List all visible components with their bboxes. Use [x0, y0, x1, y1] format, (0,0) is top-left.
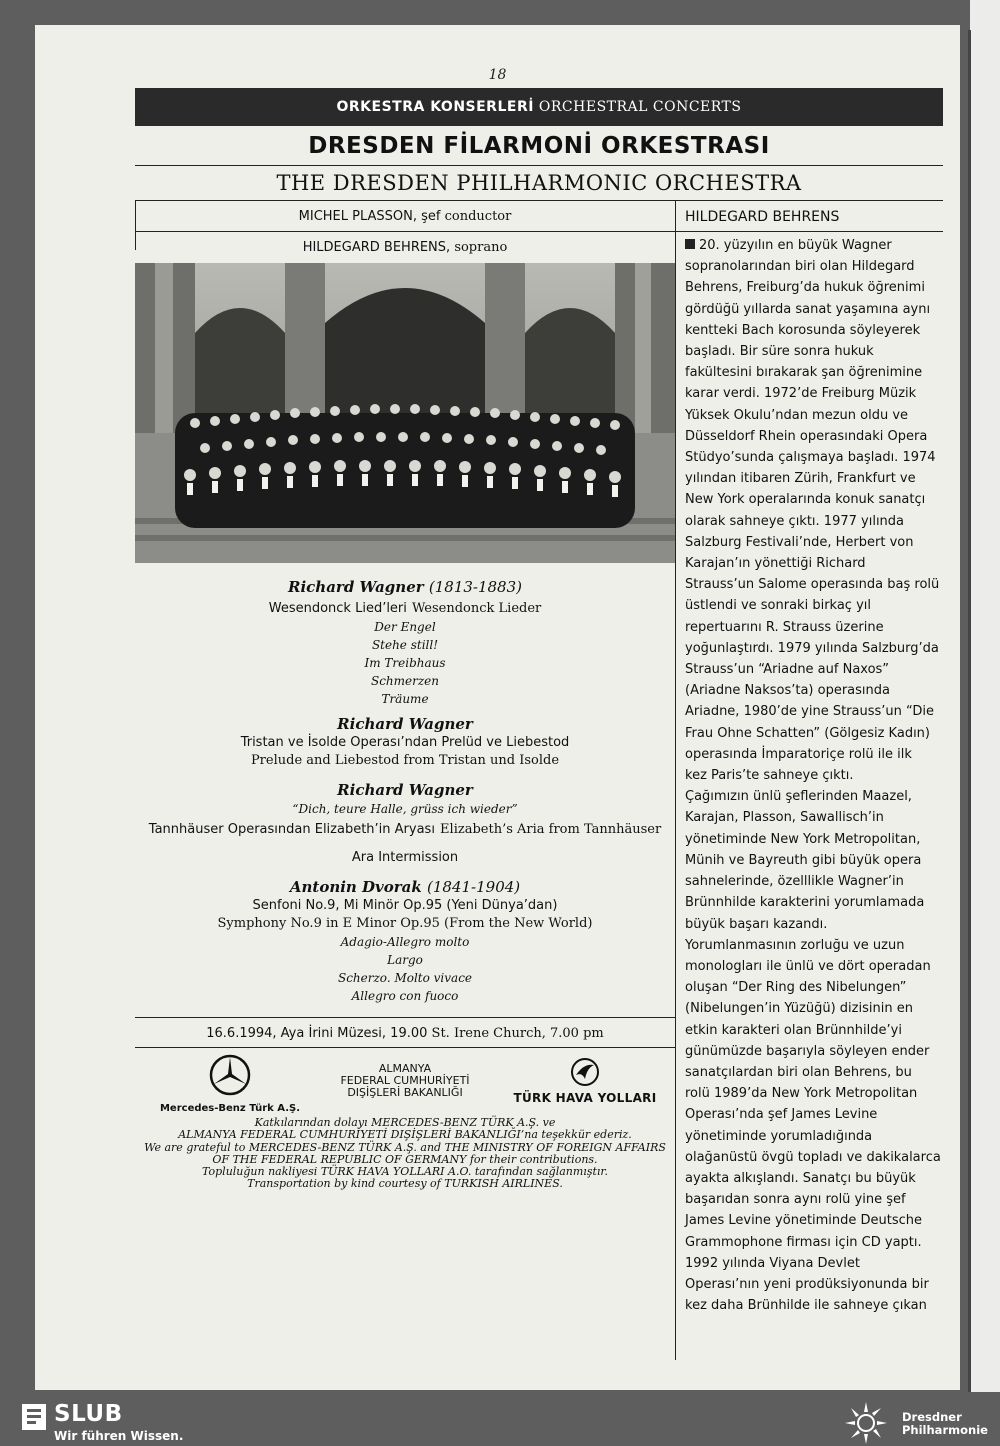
orchestra-title-en: THE DRESDEN PHILHARMONIC ORCHESTRA — [276, 171, 802, 195]
acknowledgement-line: Katkılarından dolayı MERCEDES-BENZ TÜRK A.Ş. ve — [254, 1116, 556, 1129]
bio-line: Operası’nın yeni prodüksiyonunda bir — [685, 1276, 929, 1292]
intermission-en: Intermission — [378, 850, 459, 865]
bio-line: büyük başarı kazandı. — [685, 916, 828, 932]
library-logo-text[interactable]: SLUB — [54, 1401, 123, 1427]
bio-line: kentteki Bach korosunda söyleyerek — [685, 322, 921, 338]
page-gutter — [968, 30, 971, 1392]
composer-4-years: (1841-1904) — [427, 878, 521, 896]
acknowledgements — [135, 1117, 675, 1191]
work-1-title-en: Wesendonck Lieder — [412, 601, 542, 616]
work-3-quote: “Dich, teure Halle, grüss ich wieder” — [292, 802, 518, 816]
conductor-line — [135, 209, 675, 224]
work-2-title-en: Prelude and Liebestod from Tristan und Isolde — [250, 753, 560, 768]
bio-line: 1992 yılında Viyana Devlet — [685, 1255, 860, 1271]
bio-line: repertuarını R. Strauss üzerine — [685, 619, 884, 635]
bio-line: rolü 1989’da New York Metropolitan — [685, 1086, 918, 1102]
airline-sponsor — [505, 1057, 665, 1105]
work-1-title — [135, 597, 675, 618]
acknowledgement-line: Topluluğun nakliyesi TÜRK HAVA YOLLARI A.O. tarafından sağlanmıştır. — [202, 1165, 608, 1179]
bio-line: Grammophone firması için CD yaptı. — [685, 1234, 922, 1250]
performance-info-en: St. Irene Church, 7.00 pm — [431, 1026, 604, 1041]
bio-line: kez daha Brünhilde ile sahneye çıkan — [685, 1298, 927, 1314]
orchestra-photo — [135, 263, 675, 563]
bio-line: Karajan’ın yönettiği Richard — [685, 556, 866, 572]
orchestra-title-tr: DRESDEN FİLARMONİ ORKESTRASI — [308, 133, 770, 159]
work-1-title-tr: Wesendonck Lied’leri — [268, 601, 407, 616]
airline-bird-icon — [570, 1057, 600, 1087]
work-4-movement-1: Adagio-Allegro molto — [340, 935, 470, 949]
bio-line: Karajan, Plasson, Sawallisch’in — [685, 810, 884, 826]
mercedes-label: Mercedes-Benz Türk A.Ş. — [159, 1103, 301, 1114]
column-top-rule — [135, 200, 943, 201]
performance-info-tr: 16.6.1994, Aya İrini Müzesi, 19.00 — [206, 1026, 428, 1041]
intermission — [135, 849, 675, 867]
library-tagline: Wir führen Wissen. — [54, 1429, 184, 1443]
bio-line: 20. yüzyılın en büyük Wagner — [685, 235, 950, 256]
work-1-song-4: Schmerzen — [370, 674, 440, 688]
soloist-name: HILDEGARD BEHRENS, — [302, 240, 451, 255]
bio-text — [685, 235, 950, 1316]
bio-line: olarak sahneye çıktı. 1977 yılında — [685, 513, 905, 529]
bio-line: Brünnhilde karakterini yorumlamada — [685, 895, 925, 911]
bio-line: James Levine yönetiminde Deutsche — [685, 1213, 923, 1229]
concert-program — [135, 573, 675, 1005]
bio-line: gördüğü yıllarda sanat yaşamına aynı — [685, 301, 931, 317]
work-4-movement-4: Allegro con fuoco — [351, 989, 459, 1003]
bio-line: yoğunlaştırdı. 1979 yılında Salzburg’da — [685, 640, 939, 656]
ministry-sponsor — [330, 1063, 480, 1099]
performer-divider — [135, 231, 675, 232]
bio-line: yılından itibaren Zürih, Frankfurt ve — [685, 471, 916, 487]
bio-line: (Nibelungen’in Yüzüğü) dizisinin en — [685, 1001, 913, 1017]
soloist-role: soprano — [454, 240, 508, 255]
bio-line: sahnelerinde, özelllikle Wagner’in — [685, 874, 904, 890]
program-bottom-rule — [135, 1017, 675, 1018]
acknowledgement-line: ALMANYA FEDERAL CUMHURİYETİ DIŞİŞLERİ BAKANLIĞI’na teşekkür ederiz. — [178, 1128, 632, 1142]
bio-title: HILDEGARD BEHRENS — [685, 209, 840, 225]
conductor-name: MICHEL PLASSON, şef — [298, 209, 441, 224]
bio-line: ayakta alkışlandı. Sanatçı bu büyük — [685, 1170, 916, 1186]
bio-line: Düsseldorf Rhein operasındaki Opera — [685, 428, 928, 444]
bio-line: Yüksek Okulu’ndan mezun oldu ve — [685, 407, 909, 423]
ministry-line-1: ALMANYA — [378, 1062, 432, 1075]
bio-line: monologları ile ünlü ve dört operadan — [685, 958, 931, 974]
acknowledgement-line: OF THE FEDERAL REPUBLIC OF GERMANY for their contributions. — [212, 1152, 598, 1166]
bio-title-rule — [675, 231, 943, 232]
slub-logo-icon[interactable] — [22, 1404, 46, 1430]
acknowledgement-line: We are grateful to MERCEDES-BENZ TÜRK A.Ş. and THE MINISTRY OF FOREIGN AFFAIRS — [144, 1140, 666, 1154]
title-divider — [135, 165, 943, 166]
brochure-page — [35, 25, 960, 1390]
composer-1-name: Richard Wagner — [288, 578, 424, 596]
work-1-song-3: Im Treibhaus — [364, 656, 446, 670]
work-2-title-tr: Tristan ve İsolde Operası’ndan Prelüd ve Liebestod — [240, 735, 570, 750]
bio-line: sopranolarından biri olan Hildegard — [685, 259, 915, 275]
soloist-line — [135, 240, 675, 255]
work-1-song-1: Der Engel — [374, 620, 436, 634]
section-header-en: ORCHESTRAL CONCERTS — [538, 99, 742, 115]
bio-line: Strauss’un “Ariadne auf Naxos” — [685, 662, 890, 678]
composer-1 — [135, 577, 675, 597]
ministry-line-2: FEDERAL CUMHURİYETİ — [340, 1074, 470, 1087]
bio-line: Ariadne, 1980’de yine Strauss’un “Die — [685, 704, 934, 720]
orchestra-photo-image — [135, 263, 675, 563]
work-4-title-tr: Senfoni No.9, Mi Minör Op.95 (Yeni Dünya’dan) — [252, 898, 558, 913]
bio-line: Yorumlanmasının zorluğu ve uzun — [685, 937, 905, 953]
performance-bottom-rule — [135, 1047, 675, 1048]
bio-line: olağanüstü övgü topladı ve dakikalarca — [685, 1149, 941, 1165]
ministry-line-3: DIŞİŞLERİ BAKANLIĞI — [347, 1086, 463, 1099]
mercedes-star-icon — [208, 1053, 252, 1097]
bio-line: oluşan “Der Ring des Nibelungen” — [685, 980, 907, 996]
sponsor-logos — [135, 1053, 675, 1118]
bullet-square-icon — [685, 239, 695, 249]
page-number: 18 — [488, 67, 507, 83]
conductor-role: conductor — [444, 209, 512, 224]
bio-line: operasında İmparatoriçe rolü ile ilk — [685, 746, 912, 762]
section-header-bar — [135, 88, 943, 126]
mercedes-sponsor — [155, 1053, 305, 1114]
column-separator — [675, 200, 676, 1360]
bio-line: Operası’nda şef James Levine — [685, 1107, 878, 1123]
bio-line: yönetiminde New York Metropolitan, — [685, 831, 921, 847]
bio-line: karar verdi. 1972’de Freiburg Müzik — [685, 386, 917, 402]
work-3-title-en: Elizabeth’s Aria from Tannhäuser — [440, 822, 662, 837]
acknowledgement-line: Transportation by kind courtesy of TURKISH AIRLINES. — [247, 1177, 563, 1191]
bio-line: kez Paris’te sahneye çıktı. — [685, 768, 854, 784]
bio-line: Salzburg Festivali’nde, Herbert von — [685, 534, 914, 550]
composer-3: Richard Wagner — [337, 781, 473, 799]
work-4-movement-2: Largo — [387, 953, 423, 967]
adjacent-page-edge — [970, 0, 1000, 1392]
bio-line: New York operalarında konuk sanatçı — [685, 492, 926, 508]
composer-1-years: (1813-1883) — [428, 578, 522, 596]
bio-line: Çağımızın ünlü şeflerinden Maazel, — [685, 789, 912, 805]
work-3-title-tr: Tannhäuser Operasından Elizabeth’in Aryası — [148, 822, 435, 837]
composer-4 — [135, 877, 675, 897]
bio-line: Stüdyo’sunda çalışmaya başladı. 1974 — [685, 450, 936, 466]
work-4-movement-3: Scherzo. Molto vivace — [337, 971, 473, 985]
bio-line: Strauss’un Salome operasında baş rolü — [685, 577, 940, 593]
partner-name-line-1: Dresdner — [902, 1410, 962, 1424]
bio-line: etkin karakteri olan Brünnhilde’yi — [685, 1022, 902, 1038]
airline-label: TÜRK HAVA YOLLARI — [513, 1091, 657, 1105]
work-1-song-2: Stehe still! — [371, 638, 439, 652]
composer-2: Richard Wagner — [337, 715, 473, 733]
work-1-song-5: Träume — [381, 692, 429, 706]
partner-name-line-2: Philharmonie — [902, 1423, 988, 1437]
bio-line: sanatçılardan biri olan Behrens, bu — [685, 1064, 912, 1080]
section-header-tr: ORKESTRA KONSERLERİ — [336, 99, 534, 115]
performance-info — [135, 1026, 675, 1041]
bio-line: başarıdan sonra aynı rolü yine şef — [685, 1192, 906, 1208]
bio-line: fakültesini bırakarak şan öğrenimine — [685, 365, 923, 381]
work-3-title — [135, 818, 675, 839]
bio-line: yönetiminde yorumladığında — [685, 1128, 873, 1144]
work-4-title-en: Symphony No.9 in E Minor Op.95 (From the New World) — [217, 916, 593, 931]
bio-line: Behrens, Freiburg’da hukuk öğrenimi — [685, 280, 925, 296]
bio-line: Münih ve Bayreuth gibi büyük opera — [685, 852, 922, 868]
bio-line: başladı. Bir süre sonra hukuk — [685, 344, 874, 360]
bio-line: (Ariadne Naksos’ta) operasında — [685, 683, 890, 699]
bio-line: Frau Ohne Schatten” (Gölgesiz Kadın) — [685, 725, 930, 741]
composer-4-name: Antonin Dvorak — [289, 878, 422, 896]
bio-line: üstlendi ve sonraki birkaç yıl — [685, 598, 871, 614]
partner-logo-text[interactable] — [902, 1411, 988, 1437]
intermission-tr: Ara — [351, 850, 375, 865]
bio-line: günümüzde başarıyla söyleyen ender — [685, 1043, 930, 1059]
philharmonie-logo-icon[interactable] — [843, 1400, 889, 1446]
